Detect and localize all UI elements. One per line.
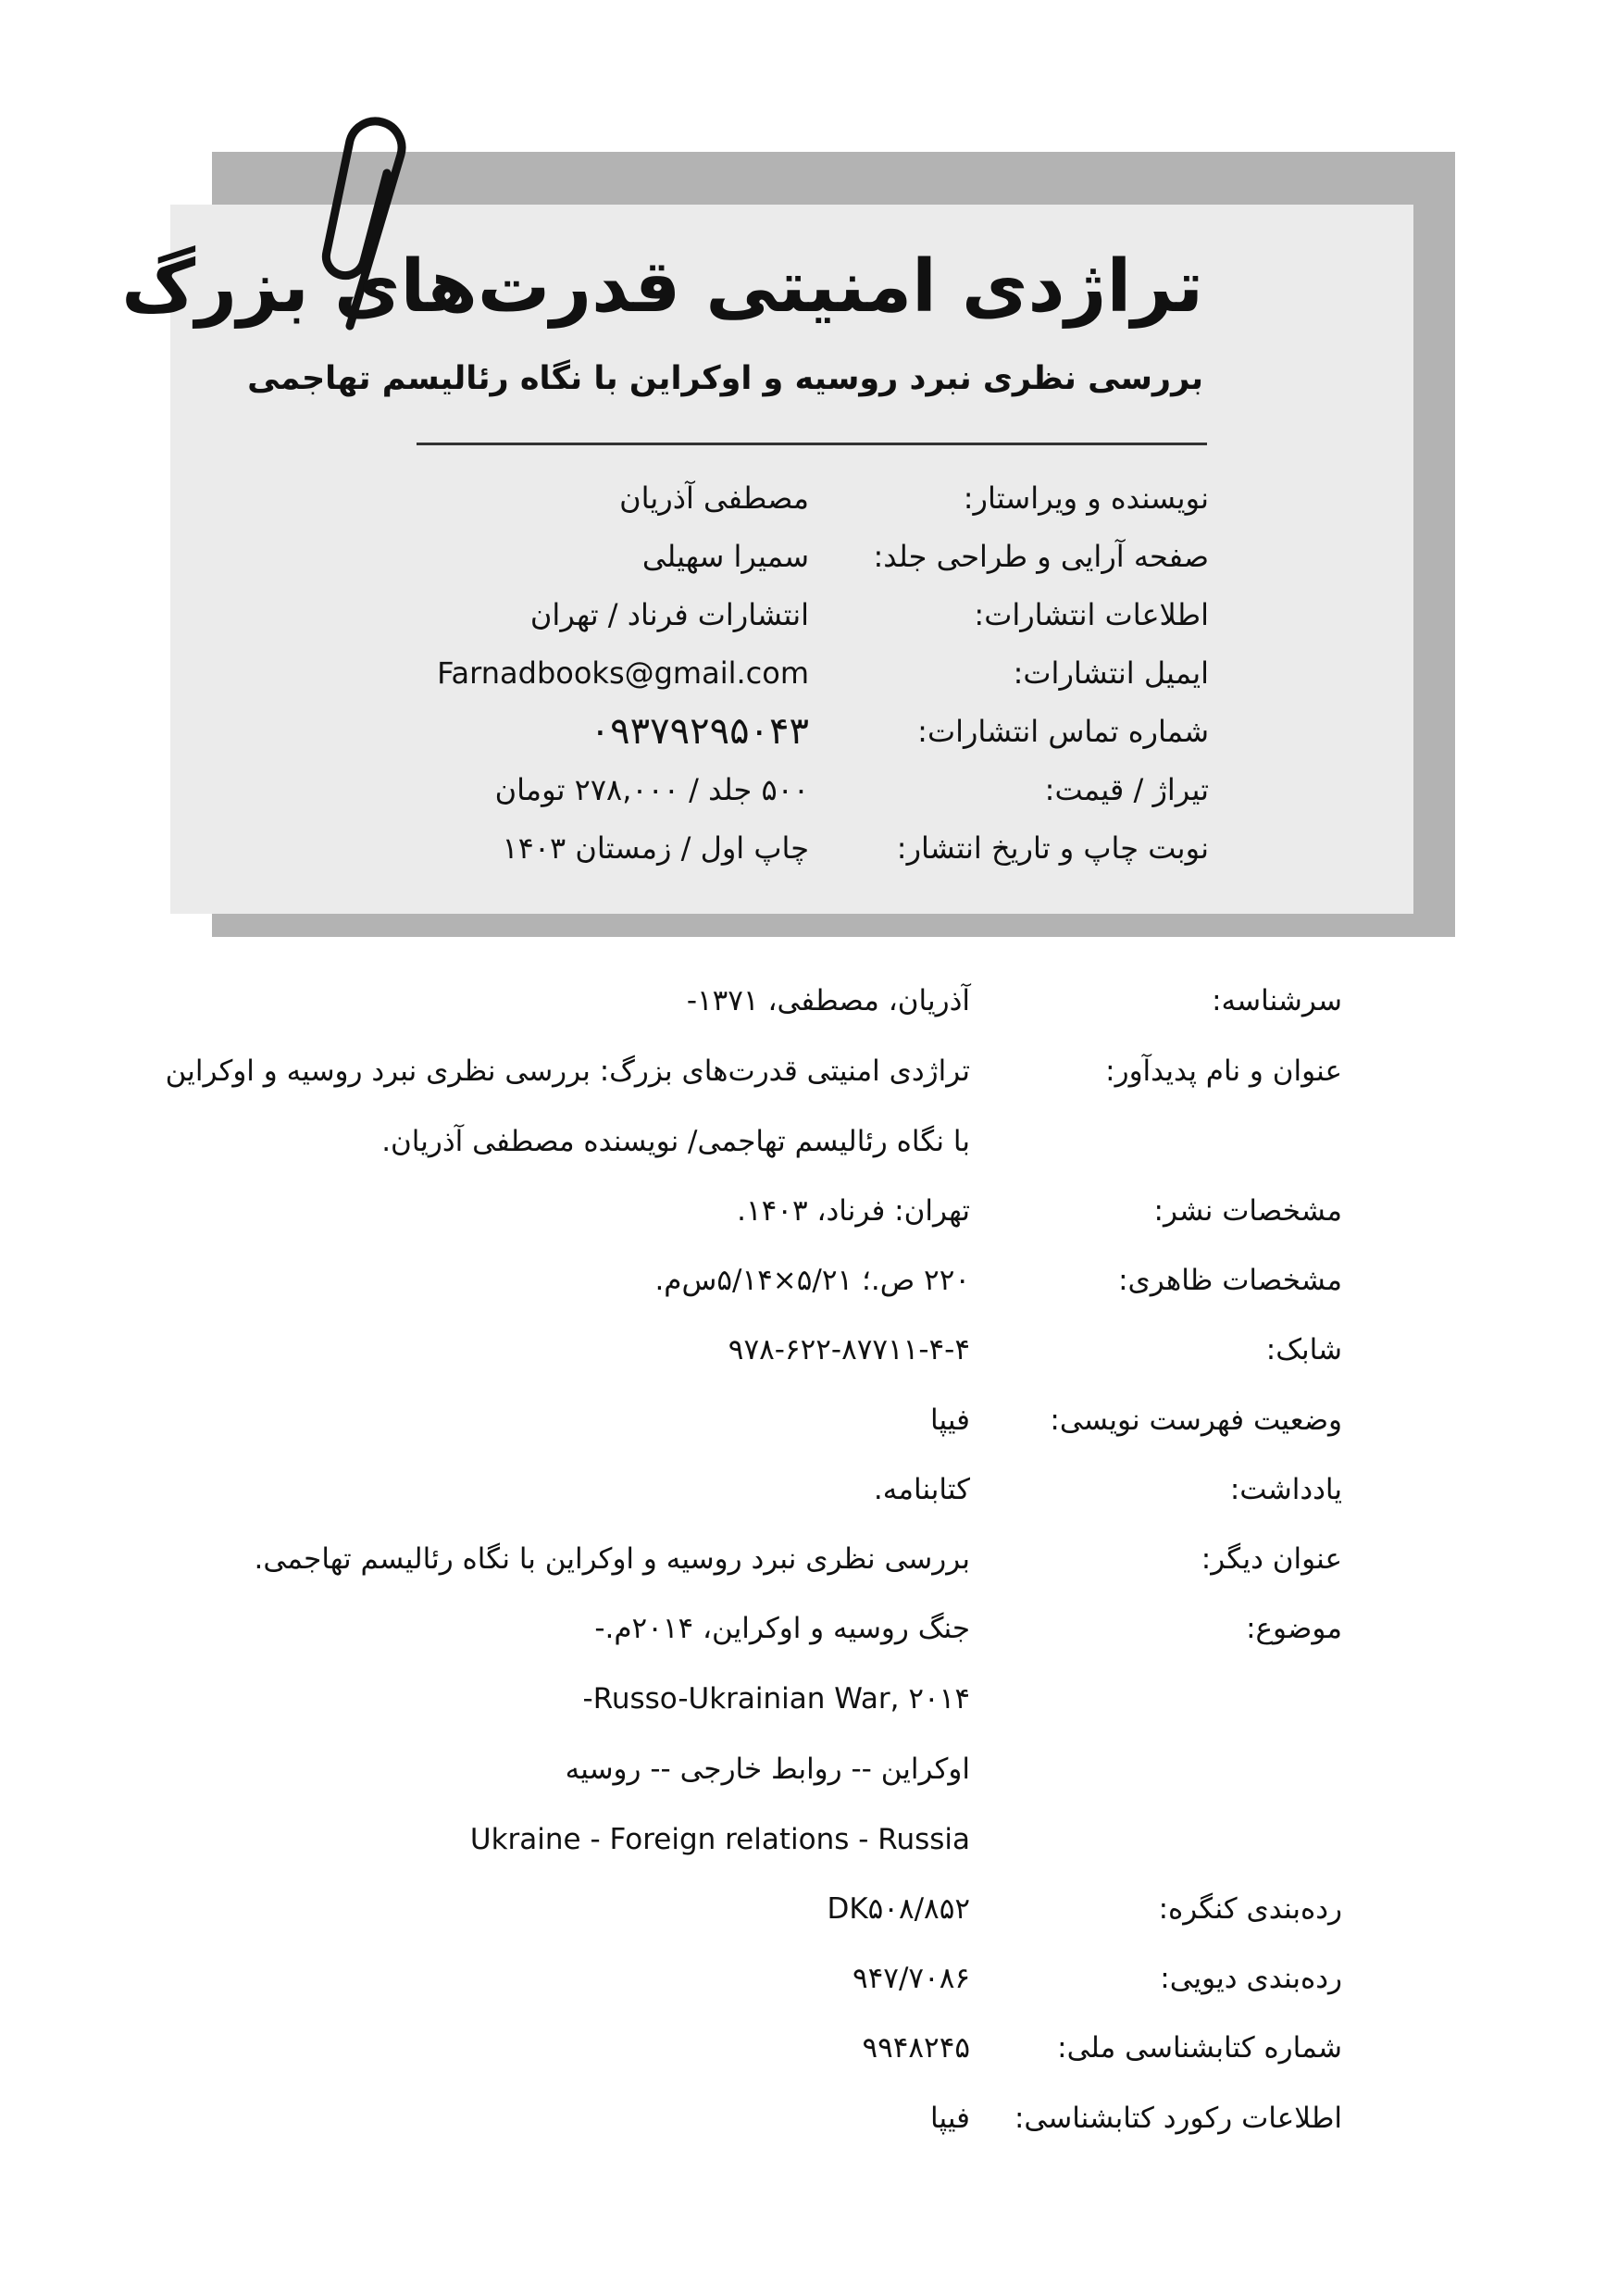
cip-line: Russo-Ukrainian War, ۲۰۱۴- [582,1682,970,1716]
info-value: مصطفی آذریان [619,480,809,516]
info-row-edition [407,820,1209,876]
cip-label: وضعیت فهرست نویسی: [1050,1404,1342,1437]
cip-line: جنگ روسیه و اوکراین، ۲۰۱۴م.- [594,1612,970,1645]
cip-label: مشخصات نشر: [1153,1194,1342,1228]
info-label: ایمیل انتشارات: [1013,655,1209,691]
phone-number: ۰۹۳۷۹۲۹۵۰۴۳ [590,710,809,753]
cip-line: فیپا [930,2102,970,2135]
info-row-publisher [407,587,1209,643]
cip-value [930,1385,970,1455]
cip-value [166,1036,970,1177]
cip-value [737,1176,970,1246]
cip-line: Ukraine - Foreign relations - Russia [469,1823,970,1856]
info-label: نویسنده و ویراستار: [963,480,1209,516]
cip-label: رده‌بندی کنگره: [1158,1892,1342,1926]
cip-label: سرشناسه: [1212,984,1342,1017]
cip-line: اوکراین -- روابط خارجی -- روسیه [565,1753,970,1786]
cip-line: آذریان، مصطفی، ۱۳۷۱- [686,984,970,1017]
cip-label: موضوع: [1246,1612,1342,1645]
info-row-phone [407,704,1209,759]
cip-value [728,1315,970,1385]
info-value: انتشارات فرناد / تهران [529,597,809,632]
cip-label: اطلاعات رکورد کتابشناسی: [1014,2102,1342,2135]
info-label: نوبت چاپ و تاریخ انتشار: [896,830,1209,866]
cip-value [654,1245,970,1316]
cip-line: ۹۹۴۸۲۴۵ [862,2031,970,2065]
cip-line: فیپا [930,1404,970,1437]
cip-line: تهران: فرناد، ۱۴۰۳. [737,1194,970,1228]
cip-value [827,1874,970,1944]
cip-label: عنوان دیگر: [1201,1542,1342,1576]
email-link[interactable]: Farnadbooks@gmail.com [437,655,809,691]
info-label: تیراژ / قیمت: [1044,772,1209,807]
cip-value [687,966,970,1036]
cip-value [470,1593,970,1875]
info-row-designer [407,529,1209,584]
info-label: صفحه آرایی و طراحی جلد: [873,539,1209,574]
cip-value [930,2083,970,2153]
info-row-price [407,762,1209,817]
cip-label: عنوان و نام پدیدآور: [1105,1054,1342,1088]
info-value: چاپ اول / زمستان ۱۴۰۳ [502,830,809,866]
cip-line: تراژدی امنیتی قدرت‌های بزرگ: بررسی نظری نبرد روسیه و اوکراین [165,1054,970,1088]
cip-label: رده‌بندی دیویی: [1160,1962,1342,1995]
info-label: شماره تماس انتشارات: [917,714,1209,749]
cip-label: مشخصات ظاهری: [1118,1264,1342,1297]
info-value: ۵۰۰ جلد / ۲۷۸,۰۰۰ تومان [494,772,809,807]
cip-label: شابک: [1265,1333,1342,1366]
cip-value [862,2013,970,2083]
cip-label: یادداشت: [1229,1473,1342,1506]
info-row-email [407,645,1209,701]
cip-value [853,1943,970,2014]
cip-value [874,1454,970,1525]
cip-line: بررسی نظری نبرد روسیه و اوکراین با نگاه رئالیسم تهاجمی. [254,1542,970,1576]
info-row-author [407,470,1209,526]
cip-value [255,1524,970,1594]
cip-label: شماره کتابشناسی ملی: [1057,2031,1342,2065]
book-subtitle: بررسی نظری نبرد روسیه و اوکراین با نگاه رئالیسم تهاجمی [247,360,1203,397]
cip-line: ۲۲۰ ص.؛ ۵/۲۱×۵/۱۴س‌م. [654,1264,970,1297]
isbn-value: ۹۷۸-۶۲۲-۸۷۷۱۱-۴-۴ [728,1333,970,1366]
cip-line: DK۵۰۸/۸۵۲ [827,1892,970,1926]
book-title: تراژدی امنیتی قدرت‌های بزرگ [121,245,1203,329]
info-label: اطلاعات انتشارات: [974,597,1209,632]
cip-line: کتابنامه. [873,1473,970,1506]
cip-line: ۹۴۷/۷۰۸۶ [853,1962,970,1995]
cip-line: با نگاه رئالیسم تهاجمی/ نویسنده مصطفی آذریان. [381,1125,970,1158]
divider [417,443,1207,445]
info-value: سمیرا سهیلی [641,539,809,574]
